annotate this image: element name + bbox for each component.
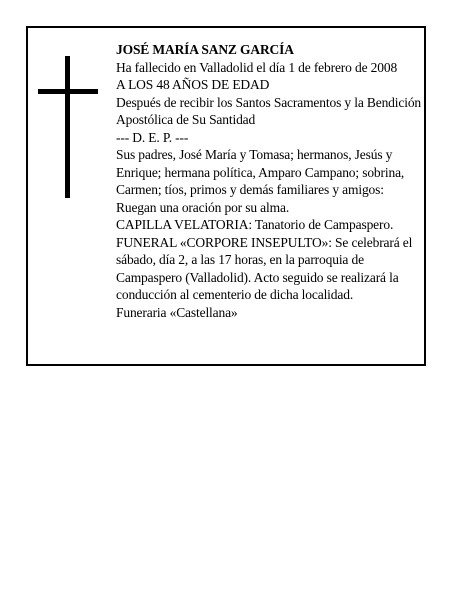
prayer-line: Ruegan una oración por su alma. bbox=[116, 199, 290, 215]
cross-vertical-bar bbox=[65, 56, 70, 198]
funeral-line: FUNERAL «CORPORE INSEPULTO»: Se celebrará el sábado, día 2, a las 17 horas, en la parroquia de Campaspero (Valladolid). Acto seguido se realizará la conducción al cementerio de dicha localidad. bbox=[116, 234, 413, 302]
death-announcement: Ha fallecido en Valladolid el día 1 de febrero de 2008 bbox=[116, 59, 398, 75]
obituary-notice bbox=[26, 26, 426, 366]
chapel-line: CAPILLA VELATORIA: Tanatorio de Campaspero. bbox=[116, 217, 394, 232]
dep-line: --- D. E. P. --- bbox=[116, 129, 189, 145]
deceased-name: JOSÉ MARÍA SANZ GARCÍA bbox=[116, 42, 294, 57]
notice-body bbox=[116, 41, 428, 321]
age-line: A LOS 48 AÑOS DE EDAD bbox=[116, 77, 270, 92]
funeral-home-line: Funeraria «Castellana» bbox=[116, 304, 238, 320]
sacraments-line: Después de recibir los Santos Sacramentos y la Bendición Apostólica de Su Santidad bbox=[116, 94, 422, 127]
cross-horizontal-bar bbox=[38, 89, 98, 94]
cross-icon bbox=[38, 56, 98, 198]
family-line: Sus padres, José María y Tomasa; hermanos, Jesús y Enrique; hermana política, Amparo Campano; sobrina, Carmen; tíos, primos y demás familiares y amigos: bbox=[116, 147, 405, 197]
